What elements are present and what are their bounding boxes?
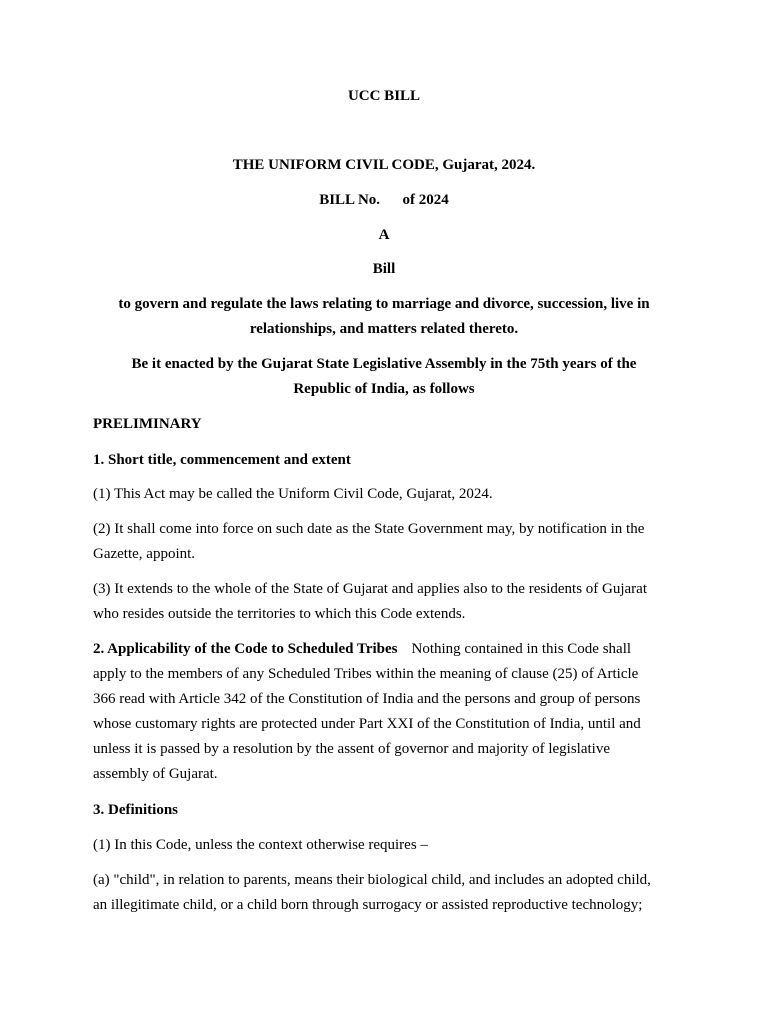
bill-article: A xyxy=(378,227,390,243)
section-3-clause-1: (1) In this Code, unless the context otherwise requires – xyxy=(93,837,428,853)
enactment-line-1: Be it enacted by the Gujarat State Legislative Assembly in the 75th years of the xyxy=(131,356,637,372)
purpose-line-2: relationships, and matters related thereto. xyxy=(249,321,519,337)
preliminary-heading: PRELIMINARY xyxy=(93,416,202,432)
section-2-line-4: whose customary rights are protected under Part XXI of the Constitution of India, until and xyxy=(93,716,641,732)
definition-a-line-2: an illegitimate child, or a child born through surrogacy or assisted reproductive technology; xyxy=(93,897,643,913)
section-1-heading: 1. Short title, commencement and extent xyxy=(93,452,351,468)
definition-a-line-1: (a) "child", in relation to parents, means their biological child, and includes an adopted child, xyxy=(93,872,651,888)
bill-number: BILL No. of 2024 xyxy=(319,192,449,208)
section-2-heading: 2. Applicability of the Code to Scheduled Tribes xyxy=(93,641,398,657)
act-title: THE UNIFORM CIVIL CODE, Gujarat, 2024. xyxy=(232,157,536,173)
section-1-clause-2-line-2: Gazette, appoint. xyxy=(93,546,196,562)
purpose-line-1: to govern and regulate the laws relating to marriage and divorce, succession, live in xyxy=(118,296,650,312)
section-2-line-1 xyxy=(93,637,673,662)
section-3-heading: 3. Definitions xyxy=(93,802,179,818)
section-1-clause-3-line-1: (3) It extends to the whole of the State of Gujarat and applies also to the residents of Gujarat xyxy=(93,581,648,597)
section-2-line-2: apply to the members of any Scheduled Tribes within the meaning of clause (25) of Article xyxy=(93,666,639,682)
document-header: UCC BILL xyxy=(347,88,421,104)
section-2-line-6: assembly of Gujarat. xyxy=(93,766,218,782)
enactment-line-2: Republic of India, as follows xyxy=(293,381,475,397)
section-2-line-1-text: Nothing contained in this Code shall xyxy=(411,641,632,657)
section-1-clause-1: (1) This Act may be called the Uniform Civil Code, Gujarat, 2024. xyxy=(93,486,493,502)
section-2-line-3: 366 read with Article 342 of the Constitution of India and the persons and group of persons xyxy=(93,691,641,707)
section-2-line-5: unless it is passed by a resolution by the assent of governor and majority of legislative xyxy=(93,741,610,757)
section-1-clause-2-line-1: (2) It shall come into force on such date as the State Government may, by notification in the xyxy=(93,521,645,537)
section-1-clause-3-line-2: who resides outside the territories to which this Code extends. xyxy=(93,606,466,622)
bill-word: Bill xyxy=(372,261,396,277)
